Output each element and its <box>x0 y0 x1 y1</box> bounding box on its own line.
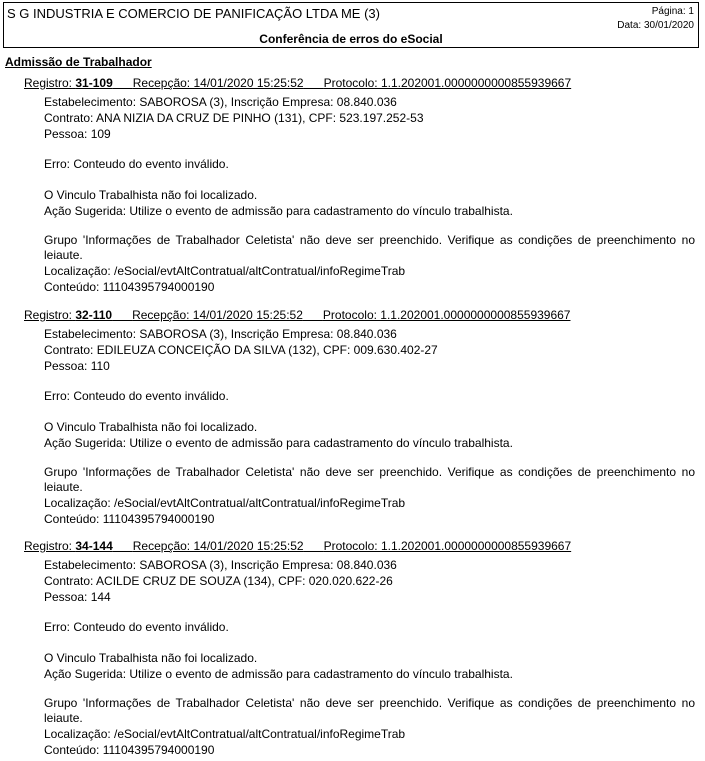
localizacao: Localização: /eSocial/evtAltContratual/altContratual/infoRegimeTrab <box>44 496 406 510</box>
conteudo: Conteúdo: 11104395794000190 <box>44 512 215 526</box>
erro-message: Erro: Conteudo do evento inválido. <box>44 389 229 403</box>
erro-message: Erro: Conteudo do evento inválido. <box>44 157 229 171</box>
protocolo: Protocolo: 1.1.202001.0000000000855939667 <box>323 76 572 90</box>
registro-label: Registro: <box>24 308 73 322</box>
vinculo-message: O Vinculo Trabalhista não foi localizado. <box>44 651 258 665</box>
record-header <box>24 539 571 553</box>
localizacao: Localização: /eSocial/evtAltContratual/altContratual/infoRegimeTrab <box>44 264 406 278</box>
estabelecimento: Estabelecimento: SABOROSA (3), Inscrição Empresa: 08.840.036 <box>44 95 397 109</box>
registro-label: Registro: <box>24 539 73 553</box>
estabelecimento: Estabelecimento: SABOROSA (3), Inscrição Empresa: 08.840.036 <box>44 327 397 341</box>
record-header <box>24 76 571 90</box>
vinculo-message: O Vinculo Trabalhista não foi localizado. <box>44 188 258 202</box>
pessoa: Pessoa: 110 <box>44 359 110 373</box>
contrato: Contrato: ANA NIZIA DA CRUZ DE PINHO (131), CPF: 523.197.252-53 <box>44 111 424 125</box>
vinculo-message: O Vinculo Trabalhista não foi localizado. <box>44 420 258 434</box>
conteudo: Conteúdo: 11104395794000190 <box>44 280 215 294</box>
recepcao: Recepção: 14/01/2020 15:25:52 <box>132 308 303 322</box>
acao-sugerida: Ação Sugerida: Utilize o evento de admissão para cadastramento do vínculo trabalhista. <box>44 204 513 218</box>
report-date: Data: 30/01/2020 <box>617 20 694 31</box>
registro-number: 32-110 <box>75 308 113 322</box>
estabelecimento: Estabelecimento: SABOROSA (3), Inscrição Empresa: 08.840.036 <box>44 558 397 572</box>
pessoa: Pessoa: 109 <box>44 127 111 141</box>
recepcao: Recepção: 14/01/2020 15:25:52 <box>132 76 304 90</box>
localizacao: Localização: /eSocial/evtAltContratual/altContratual/infoRegimeTrab <box>44 727 406 741</box>
grupo-message: Grupo 'Informações de Trabalhador Celetista' não deve ser preenchido. Verifique as condições de preenchimento no leiaute. <box>44 233 695 262</box>
conteudo: Conteúdo: 11104395794000190 <box>44 743 215 757</box>
acao-sugerida: Ação Sugerida: Utilize o evento de admissão para cadastramento do vínculo trabalhista. <box>44 436 513 450</box>
contrato: Contrato: ACILDE CRUZ DE SOUZA (134), CPF: 020.020.622-26 <box>44 574 393 588</box>
acao-sugerida: Ação Sugerida: Utilize o evento de admissão para cadastramento do vínculo trabalhista. <box>44 667 513 681</box>
report-header <box>3 2 699 48</box>
contrato: Contrato: EDILEUZA CONCEIÇÃO DA SILVA (132), CPF: 009.630.402-27 <box>44 343 438 357</box>
grupo-message: Grupo 'Informações de Trabalhador Celetista' não deve ser preenchido. Verifique as condições de preenchimento no leiaute. <box>44 465 695 494</box>
recepcao: Recepção: 14/01/2020 15:25:52 <box>132 539 304 553</box>
registro-label: Registro: <box>24 76 73 90</box>
registro-number: 34-144 <box>75 539 113 553</box>
protocolo: Protocolo: 1.1.202001.0000000000855939667 <box>322 308 571 322</box>
section-title: Admissão de Trabalhador <box>5 55 152 69</box>
erro-message: Erro: Conteudo do evento inválido. <box>44 620 229 634</box>
protocolo: Protocolo: 1.1.202001.0000000000855939667 <box>323 539 572 553</box>
pessoa: Pessoa: 144 <box>44 590 111 604</box>
report-title: Conferência de erros do eSocial <box>259 32 443 46</box>
company-name: S G INDUSTRIA E COMERCIO DE PANIFICAÇÃO LTDA ME (3) <box>7 6 380 21</box>
registro-number: 31-109 <box>75 76 113 90</box>
grupo-message: Grupo 'Informações de Trabalhador Celetista' não deve ser preenchido. Verifique as condições de preenchimento no leiaute. <box>44 696 695 725</box>
page-number: Página: 1 <box>651 6 694 17</box>
record-header <box>24 308 570 322</box>
